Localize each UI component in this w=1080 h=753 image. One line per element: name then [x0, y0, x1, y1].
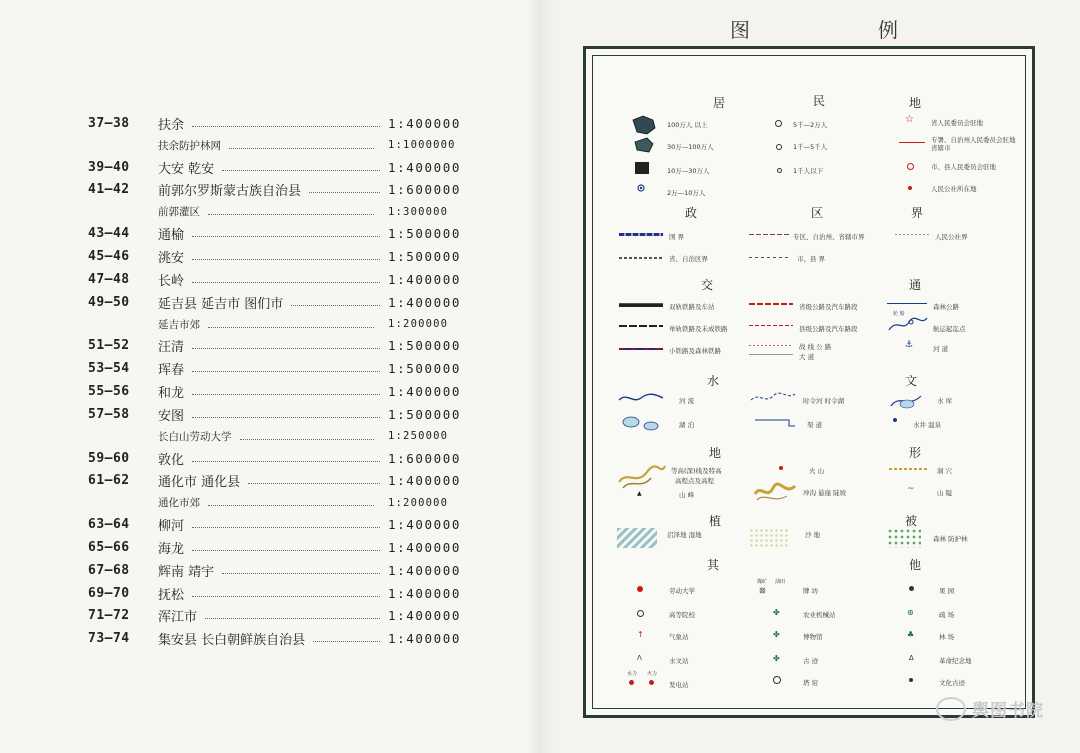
- legend-item-label: 气象站: [669, 633, 689, 641]
- section-heading: 水: [707, 374, 720, 388]
- section-heading: 交: [701, 278, 714, 292]
- memorial-icon: ∆: [909, 654, 914, 662]
- toc-entry: [88, 513, 468, 536]
- legend-item-label: 文化古迹: [939, 679, 965, 687]
- toc-subentry: [88, 426, 468, 447]
- legend-item-label: 双轨铁路及车站: [669, 303, 715, 311]
- star-icon: ☆: [905, 114, 914, 125]
- toc-scale: 1:200000: [388, 318, 449, 331]
- toc-leader-dots: [240, 439, 375, 440]
- legend-item-label: 山 隘: [937, 489, 953, 497]
- watermark-text: 舆图书院: [972, 701, 1044, 721]
- double-railway-icon: [619, 303, 663, 307]
- main-road-icon: [749, 354, 793, 355]
- legend-item-label: 洞 穴: [937, 467, 953, 475]
- toc-leader-dots: [309, 192, 380, 193]
- legend-item-label: 革命纪念地: [939, 657, 972, 665]
- toc-scale: 1:200000: [388, 496, 449, 509]
- toc-page-range: 51—52: [88, 338, 130, 354]
- toc-entry: [88, 380, 468, 403]
- legend-item-label: 渠 道: [807, 421, 823, 429]
- wechat-icon: [936, 697, 966, 721]
- county-border-line-icon: [749, 257, 789, 258]
- toc-page-range: 53—54: [88, 361, 130, 377]
- legend-item-label: 水文站: [669, 657, 689, 665]
- legend-item-label: 专区、自治州、省辖市界: [793, 233, 865, 241]
- legend-item-label: 100万人 以上: [667, 121, 708, 129]
- toc-map-name: 通化市 通化县: [158, 475, 241, 491]
- swamp-texture-icon: [617, 528, 657, 548]
- cave-line-icon: [889, 468, 927, 470]
- legend-item-label: 发电站: [669, 681, 689, 689]
- toc-map-name: 辉南 靖宇: [158, 564, 215, 580]
- toc-page-range: 65—66: [88, 540, 130, 556]
- toc-page-range: 57—58: [88, 406, 130, 422]
- toc-page-range: 47—48: [88, 271, 130, 287]
- legend-item-label: 10万—30万人: [667, 167, 710, 175]
- toc-page-range: 41—42: [88, 182, 130, 198]
- toc-entry: [88, 605, 468, 628]
- toc-map-name: 延吉县 延吉市 图们市: [158, 296, 284, 312]
- toc-scale: 1:500000: [388, 249, 462, 265]
- toc-map-name: 和龙: [158, 386, 185, 402]
- legend-item-label: 劳动大学: [669, 587, 695, 595]
- toc-map-name: 扶余防护林网: [158, 139, 221, 152]
- small-label: 煤矿: [757, 579, 768, 585]
- legend-item-label: 县级公路及汽车路段: [799, 325, 858, 333]
- legend-item-label: 轮 船: [893, 311, 905, 317]
- single-railway-icon: [619, 325, 663, 327]
- legend-item-label: 省级公路及汽车路段: [799, 303, 858, 311]
- legend-item-label: 单轨铁路及未成铁路: [669, 325, 728, 333]
- toc-leader-dots: [192, 394, 380, 395]
- national-border-line-icon: [619, 233, 663, 236]
- toc-scale: 1:400000: [388, 631, 462, 647]
- narrow-railway-icon: [619, 348, 663, 350]
- toc-scale: 1:400000: [388, 271, 462, 287]
- toc-subentry: [88, 201, 468, 222]
- toc-scale: 1:400000: [388, 517, 462, 533]
- legend-title: [730, 14, 900, 43]
- toc-entry: [88, 447, 468, 470]
- toc-leader-dots: [192, 236, 380, 237]
- section-heading: 文: [905, 374, 918, 388]
- legend-item-label: 古 迹: [803, 657, 819, 665]
- toc-page-range: 45—46: [88, 249, 130, 265]
- toc-page-range: 67—68: [88, 562, 130, 578]
- toc-map-name: 前郭灌区: [158, 206, 200, 219]
- cultural-relic-icon: [909, 678, 913, 682]
- toc-leader-dots: [192, 282, 380, 283]
- toc-scale: 1:400000: [388, 384, 462, 400]
- legend-title-char: 例: [878, 18, 900, 42]
- legend-item-label: 森林 防护林: [933, 535, 968, 543]
- hydrology-station-icon: Λ: [637, 654, 642, 662]
- toc-scale: 1:600000: [388, 182, 462, 198]
- thermal-power-icon: [649, 680, 654, 685]
- toc-scale: 1:400000: [388, 159, 462, 175]
- legend-item-label: 1千—5千人: [793, 143, 828, 151]
- legend-item-label: 小铁路及森林铁路: [669, 347, 721, 355]
- legend-item-label: 航运起迄点: [933, 325, 966, 333]
- contour-lines-icon: [617, 460, 667, 490]
- section-heading: 居: [713, 96, 726, 110]
- toc-map-name: 大安 乾安: [158, 161, 215, 177]
- river-lake-icon: [617, 390, 665, 434]
- toc-entry: [88, 470, 468, 493]
- toc-leader-dots: [208, 327, 374, 328]
- orchard-icon: [909, 586, 914, 591]
- toc-scale: 1:500000: [388, 406, 462, 422]
- legend-item-label: 专署、自治州人民委员会驻地 省辖市: [931, 136, 1016, 152]
- toc-entry: [88, 291, 468, 314]
- legend-item-label: 火 山: [809, 467, 825, 475]
- nursery-icon: ⊛: [907, 608, 914, 617]
- legend-item-label: 果 园: [939, 587, 955, 595]
- toc-page-range: 39—40: [88, 159, 130, 175]
- hamlet-symbol-icon: [777, 168, 782, 173]
- toc-scale: 1:400000: [388, 294, 462, 310]
- legend-frame: [583, 46, 1035, 718]
- toc-entry: [88, 179, 468, 202]
- toc-entry: [88, 627, 468, 650]
- legend-item-label: 大 道: [799, 353, 815, 361]
- toc-map-name: 海龙: [158, 542, 185, 558]
- toc-leader-dots: [313, 641, 380, 642]
- legend-item-label: 疏 场: [939, 611, 955, 619]
- forest-road-icon: [887, 303, 927, 304]
- toc-map-name: 敦化: [158, 452, 185, 468]
- legend-item-label: 高程点及高程: [675, 477, 714, 485]
- section-heading: 其: [707, 558, 720, 572]
- section-heading: 民: [813, 94, 826, 108]
- small-label: 水力: [627, 671, 638, 677]
- toc-entry: [88, 582, 468, 605]
- legend-item-label: 人民公社所在地: [931, 185, 977, 193]
- legend-item-label: 战 线 公 路: [799, 343, 832, 351]
- toc-map-name: 珲春: [158, 363, 185, 379]
- gully-cliff-icon: [753, 480, 797, 504]
- shipping-route-icon: [887, 314, 929, 334]
- toc-entry: [88, 222, 468, 245]
- legend-item-label: 博物馆: [803, 633, 823, 641]
- legend-item-label: 林 场: [939, 633, 955, 641]
- town-symbol-icon: [775, 120, 782, 127]
- college-icon: [637, 610, 644, 617]
- toc-map-name: 浑江市: [158, 610, 198, 626]
- toc-scale: 1:500000: [388, 338, 462, 354]
- legend-item-label: 塔 窑: [803, 679, 819, 687]
- toc-leader-dots: [222, 573, 380, 574]
- toc-scale: 1:400000: [388, 562, 462, 578]
- farm-machinery-icon: ✤: [773, 608, 780, 617]
- legend-item-label: 省人民委员会驻地: [931, 119, 983, 127]
- toc-leader-dots: [192, 461, 380, 462]
- table-of-contents: [88, 112, 468, 650]
- toc-scale: 1:600000: [388, 450, 462, 466]
- toc-page-range: 59—60: [88, 450, 130, 466]
- toc-scale: 1:500000: [388, 361, 462, 377]
- legend-item-label: 人民公社界: [935, 233, 968, 241]
- toc-entry: [88, 112, 468, 135]
- museum-icon: ✤: [773, 630, 780, 639]
- provincial-road-icon: [749, 303, 793, 305]
- legend-item-label: 水 库: [937, 397, 953, 405]
- legend-item-label: 等高(深)线及特高: [671, 467, 722, 475]
- legend-item-label: 河 道: [933, 345, 949, 353]
- toc-leader-dots: [208, 505, 374, 506]
- legend-item-label: 30万—100万人: [667, 143, 714, 151]
- legend-item-label: 湖 泊: [679, 421, 695, 429]
- sand-texture-icon: [749, 528, 789, 548]
- toc-page-range: 37—38: [88, 115, 130, 131]
- toc-leader-dots: [192, 417, 380, 418]
- toc-leader-dots: [229, 148, 374, 149]
- legend-item-label: 市、县人民委员会驻地: [931, 163, 996, 171]
- pass-icon: ~: [907, 484, 915, 494]
- toc-scale: 1:250000: [388, 430, 449, 443]
- toc-map-name: 安图: [158, 408, 185, 424]
- toc-subentry: [88, 314, 468, 335]
- province-border-line-icon: [619, 257, 663, 259]
- watermark: [936, 696, 1044, 721]
- toc-page-range: 69—70: [88, 585, 130, 601]
- legend-item-label: 水井 温泉: [913, 421, 942, 429]
- toc-scale: 1:400000: [388, 585, 462, 601]
- toc-subentry: [88, 492, 468, 513]
- village-symbol-icon: [776, 144, 782, 150]
- legend-item-label: 省、自治区界: [669, 255, 708, 263]
- historic-site-icon: ✤: [773, 654, 780, 663]
- toc-leader-dots: [192, 348, 380, 349]
- section-heading: 形: [909, 446, 922, 460]
- toc-leader-dots: [222, 170, 380, 171]
- city-symbols-icon: [629, 114, 659, 194]
- toc-entry: [88, 245, 468, 268]
- toc-entry: [88, 403, 468, 426]
- legend-item-label: 国 界: [669, 233, 685, 241]
- legend-item-label: 高等院校: [669, 611, 695, 619]
- toc-leader-dots: [192, 550, 380, 551]
- commune-seat-icon: [908, 186, 912, 190]
- section-heading: 被: [905, 514, 918, 528]
- toc-leader-dots: [208, 214, 374, 215]
- book-gutter: [526, 0, 554, 753]
- legend-title-char: 图: [730, 18, 752, 42]
- toc-page-range: 61—62: [88, 473, 130, 489]
- legend-item-label: 河 流: [679, 397, 695, 405]
- toc-map-name: 扶余: [158, 117, 185, 133]
- section-heading: 他: [909, 558, 922, 572]
- county-seat-icon: [907, 163, 914, 170]
- legend-item-label: 1千人以下: [793, 167, 824, 175]
- toc-entry: [88, 559, 468, 582]
- toc-map-name: 汪清: [158, 340, 185, 356]
- toc-scale: 1:300000: [388, 205, 449, 218]
- legend-item-label: 2万—10万人: [667, 189, 706, 197]
- toc-page-range: 63—64: [88, 517, 130, 533]
- prefecture-border-line-icon: [749, 234, 789, 235]
- mountain-peak-icon: ▲: [637, 490, 642, 497]
- hydro-power-icon: [629, 680, 634, 685]
- seasonal-river-icon: [749, 390, 797, 434]
- legend-item-label: 沙 地: [805, 531, 821, 539]
- toc-leader-dots: [192, 259, 380, 260]
- toc-page-range: 43—44: [88, 226, 130, 242]
- volcano-icon: [779, 466, 783, 470]
- section-heading: 界: [911, 206, 924, 220]
- toc-map-name: 抚松: [158, 587, 185, 603]
- toc-scale: 1:1000000: [388, 139, 456, 152]
- toc-entry: [88, 357, 468, 380]
- labor-university-icon: [637, 586, 643, 592]
- toc-leader-dots: [248, 483, 380, 484]
- toc-leader-dots: [192, 126, 380, 127]
- toc-leader-dots: [291, 305, 380, 306]
- toc-page-range: 71—72: [88, 608, 130, 624]
- kiln-icon: [773, 676, 781, 684]
- section-heading: 区: [811, 206, 824, 220]
- toc-scale: 1:400000: [388, 608, 462, 624]
- toc-leader-dots: [205, 618, 380, 619]
- toc-scale: 1:400000: [388, 115, 462, 131]
- war-road-icon: [749, 345, 793, 346]
- toc-map-name: 通榆: [158, 228, 185, 244]
- toc-scale: 1:400000: [388, 540, 462, 556]
- legend-item-label: 5千—2万人: [793, 121, 828, 129]
- toc-map-name: 洮安: [158, 251, 185, 267]
- toc-map-name: 延吉市郊: [158, 318, 200, 331]
- toc-map-name: 集安县 长白朝鲜族自治县: [158, 633, 306, 649]
- toc-map-name: 前郭尔罗斯蒙古族自治县: [158, 184, 302, 200]
- legend-item-label: 冲沟 悬崖 陡坡: [803, 489, 847, 497]
- small-label: 火力: [647, 671, 658, 677]
- toc-map-name: 柳河: [158, 519, 185, 535]
- section-heading: 植: [709, 514, 722, 528]
- mine-icon: ⊠: [759, 586, 766, 595]
- toc-page-range: 73—74: [88, 631, 130, 647]
- legend-item-label: 时令河 时令湖: [803, 397, 845, 405]
- section-heading: 通: [909, 278, 922, 292]
- toc-leader-dots: [192, 527, 380, 528]
- county-road-icon: [749, 325, 793, 326]
- toc-entry: [88, 335, 468, 358]
- legend-item-label: 沼泽地 湿地: [667, 531, 702, 539]
- weather-station-icon: ↑: [637, 630, 644, 639]
- legend-item-label: 农业机械站: [803, 611, 836, 619]
- legend-item-label: 森林公路: [933, 303, 959, 311]
- toc-map-name: 长岭: [158, 273, 185, 289]
- forest-farm-icon: ♣: [907, 630, 915, 639]
- toc-map-name: 长白山劳动大学: [158, 430, 232, 443]
- toc-page-range: 55—56: [88, 384, 130, 400]
- forest-texture-icon: [887, 528, 921, 548]
- toc-scale: 1:500000: [388, 226, 462, 242]
- legend-inner-border: [592, 55, 1026, 709]
- toc-entry: [88, 156, 468, 179]
- section-heading: 地: [709, 446, 722, 460]
- toc-subentry: [88, 135, 468, 156]
- toc-entry: [88, 536, 468, 559]
- legend-item-label: 山 峰: [679, 491, 695, 499]
- section-heading: 政: [685, 206, 698, 220]
- toc-leader-dots: [192, 371, 380, 372]
- small-label: 油田: [775, 579, 786, 585]
- toc-scale: 1:400000: [388, 473, 462, 489]
- section-heading: 地: [909, 96, 922, 110]
- prefecture-seat-line-icon: [899, 142, 925, 143]
- legend-item-label: 牌 坊: [803, 587, 819, 595]
- anchor-icon: ⚓: [905, 340, 914, 350]
- legend-item-label: 市、县 界: [797, 255, 826, 263]
- toc-page-range: 49—50: [88, 294, 130, 310]
- toc-map-name: 通化市郊: [158, 497, 200, 510]
- toc-entry: [88, 268, 468, 291]
- commune-border-line-icon: [895, 234, 929, 235]
- toc-leader-dots: [192, 596, 380, 597]
